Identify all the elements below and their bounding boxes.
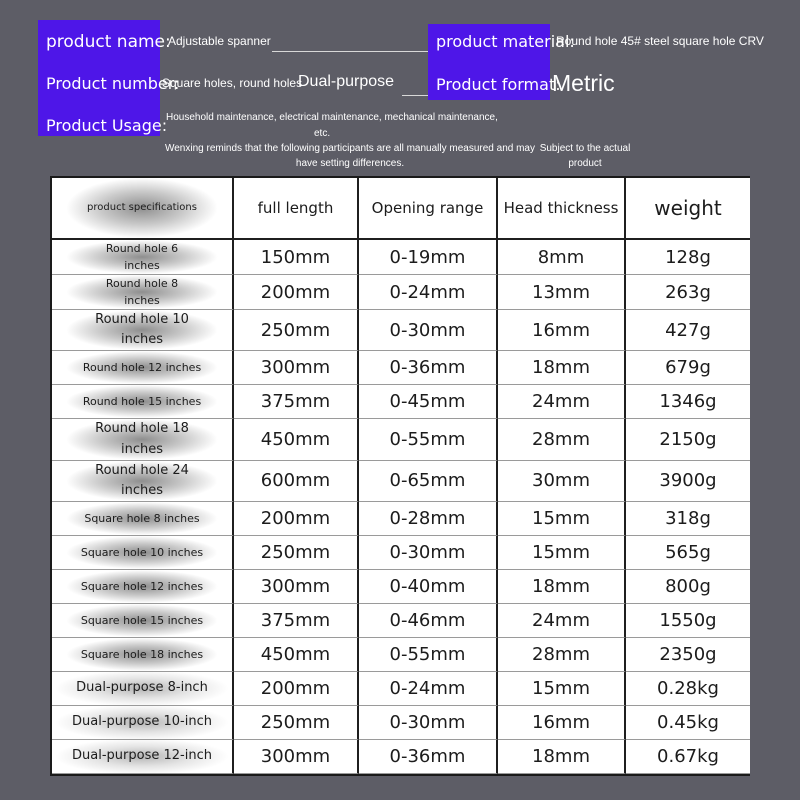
full-length-cell: 300mm <box>234 740 359 774</box>
opening-range-cell: 0-24mm <box>359 275 498 310</box>
head-thickness-cell: 24mm <box>498 604 626 638</box>
spec-cell: Round hole 24 inches <box>52 461 234 502</box>
opening-range-cell: 0-30mm <box>359 706 498 740</box>
measurement-note <box>160 141 540 171</box>
weight-cell: 2150g <box>626 419 750 460</box>
weight-cell: 427g <box>626 310 750 351</box>
weight-cell: 3900g <box>626 461 750 502</box>
opening-range-cell: 0-24mm <box>359 672 498 706</box>
full-length-cell: 300mm <box>234 351 359 385</box>
product-format-label: Product format: <box>436 75 561 94</box>
full-length-cell: 250mm <box>234 536 359 570</box>
opening-range-cell: 0-36mm <box>359 740 498 774</box>
opening-range-cell: 0-30mm <box>359 310 498 351</box>
product-usage-value-cont: etc. <box>314 128 331 139</box>
opening-range-cell: 0-19mm <box>359 240 498 275</box>
weight-cell: 263g <box>626 275 750 310</box>
header-product-specifications: product specifications <box>52 178 234 240</box>
full-length-cell: 200mm <box>234 672 359 706</box>
head-thickness-cell: 16mm <box>498 310 626 351</box>
head-thickness-cell: 18mm <box>498 740 626 774</box>
subject-note-line1: Subject to the actual <box>539 143 631 154</box>
full-length-cell: 300mm <box>234 570 359 604</box>
head-thickness-cell: 15mm <box>498 536 626 570</box>
full-length-cell: 375mm <box>234 604 359 638</box>
full-length-cell: 375mm <box>234 385 359 419</box>
head-thickness-cell: 15mm <box>498 502 626 536</box>
specification-table <box>50 176 750 776</box>
spec-cell: Square hole 18 inches <box>52 638 234 672</box>
full-length-cell: 450mm <box>234 638 359 672</box>
head-thickness-cell: 28mm <box>498 419 626 460</box>
spec-cell: Round hole 10 inches <box>52 310 234 351</box>
weight-cell: 1346g <box>626 385 750 419</box>
spec-cell: Square hole 15 inches <box>52 604 234 638</box>
opening-range-cell: 0-36mm <box>359 351 498 385</box>
header-full-length: full length <box>234 178 359 240</box>
full-length-cell: 250mm <box>234 310 359 351</box>
weight-cell: 128g <box>626 240 750 275</box>
full-length-cell: 250mm <box>234 706 359 740</box>
spec-cell: Dual-purpose 12-inch <box>52 740 234 774</box>
head-thickness-cell: 18mm <box>498 351 626 385</box>
product-number-value: Square holes, round holes <box>162 76 303 90</box>
opening-range-cell: 0-28mm <box>359 502 498 536</box>
opening-range-cell: 0-45mm <box>359 385 498 419</box>
specification-grid <box>52 178 748 774</box>
spec-cell: Square hole 8 inches <box>52 502 234 536</box>
spec-cell: Square hole 12 inches <box>52 570 234 604</box>
head-thickness-cell: 8mm <box>498 240 626 275</box>
head-thickness-cell: 16mm <box>498 706 626 740</box>
weight-cell: 2350g <box>626 638 750 672</box>
head-thickness-cell: 15mm <box>498 672 626 706</box>
product-number-extra: Dual-purpose <box>298 73 395 90</box>
subject-note <box>535 141 635 171</box>
spec-cell: Round hole 12 inches <box>52 351 234 385</box>
spec-cell: Dual-purpose 8-inch <box>52 672 234 706</box>
spec-cell: Round hole 18 inches <box>52 419 234 460</box>
head-thickness-cell: 13mm <box>498 275 626 310</box>
weight-cell: 0.45kg <box>626 706 750 740</box>
head-thickness-cell: 28mm <box>498 638 626 672</box>
full-length-cell: 450mm <box>234 419 359 460</box>
product-number-label: Product number: <box>46 74 180 93</box>
opening-range-cell: 0-55mm <box>359 638 498 672</box>
header-weight: weight <box>626 178 750 240</box>
product-name-label: product name: <box>46 32 171 52</box>
weight-cell: 565g <box>626 536 750 570</box>
full-length-cell: 200mm <box>234 502 359 536</box>
opening-range-cell: 0-46mm <box>359 604 498 638</box>
subject-note-line2: product <box>568 158 602 169</box>
weight-cell: 1550g <box>626 604 750 638</box>
product-material-label: product material: <box>436 32 575 51</box>
measurement-note-line1: Wenxing reminds that the following participants are all manually measured and may <box>164 143 535 154</box>
spec-cell: Square hole 10 inches <box>52 536 234 570</box>
full-length-cell: 200mm <box>234 275 359 310</box>
header-head-thickness: Head thickness <box>498 178 626 240</box>
spec-cell: Round hole 8 inches <box>52 275 234 310</box>
opening-range-cell: 0-65mm <box>359 461 498 502</box>
product-name-value: Adjustable spanner <box>168 34 271 48</box>
full-length-cell: 600mm <box>234 461 359 502</box>
header-opening-range: Opening range <box>359 178 498 240</box>
opening-range-cell: 0-30mm <box>359 536 498 570</box>
product-material-value: Round hole 45# steel square hole CRV <box>556 34 764 48</box>
product-usage-label: Product Usage: <box>46 116 168 135</box>
opening-range-cell: 0-40mm <box>359 570 498 604</box>
head-thickness-cell: 18mm <box>498 570 626 604</box>
weight-cell: 318g <box>626 502 750 536</box>
spec-cell: Dual-purpose 10-inch <box>52 706 234 740</box>
weight-cell: 0.28kg <box>626 672 750 706</box>
weight-cell: 800g <box>626 570 750 604</box>
product-name-underline <box>272 51 432 52</box>
product-format-value: Metric <box>552 70 615 96</box>
weight-cell: 0.67kg <box>626 740 750 774</box>
full-length-cell: 150mm <box>234 240 359 275</box>
opening-range-cell: 0-55mm <box>359 419 498 460</box>
measurement-note-line2: have setting differences. <box>295 158 405 169</box>
weight-cell: 679g <box>626 351 750 385</box>
spec-cell: Round hole 6 inches <box>52 240 234 275</box>
head-thickness-cell: 30mm <box>498 461 626 502</box>
head-thickness-cell: 24mm <box>498 385 626 419</box>
product-usage-value: Household maintenance, electrical maintenance, mechanical maintenance, <box>166 112 498 123</box>
spec-cell: Round hole 15 inches <box>52 385 234 419</box>
